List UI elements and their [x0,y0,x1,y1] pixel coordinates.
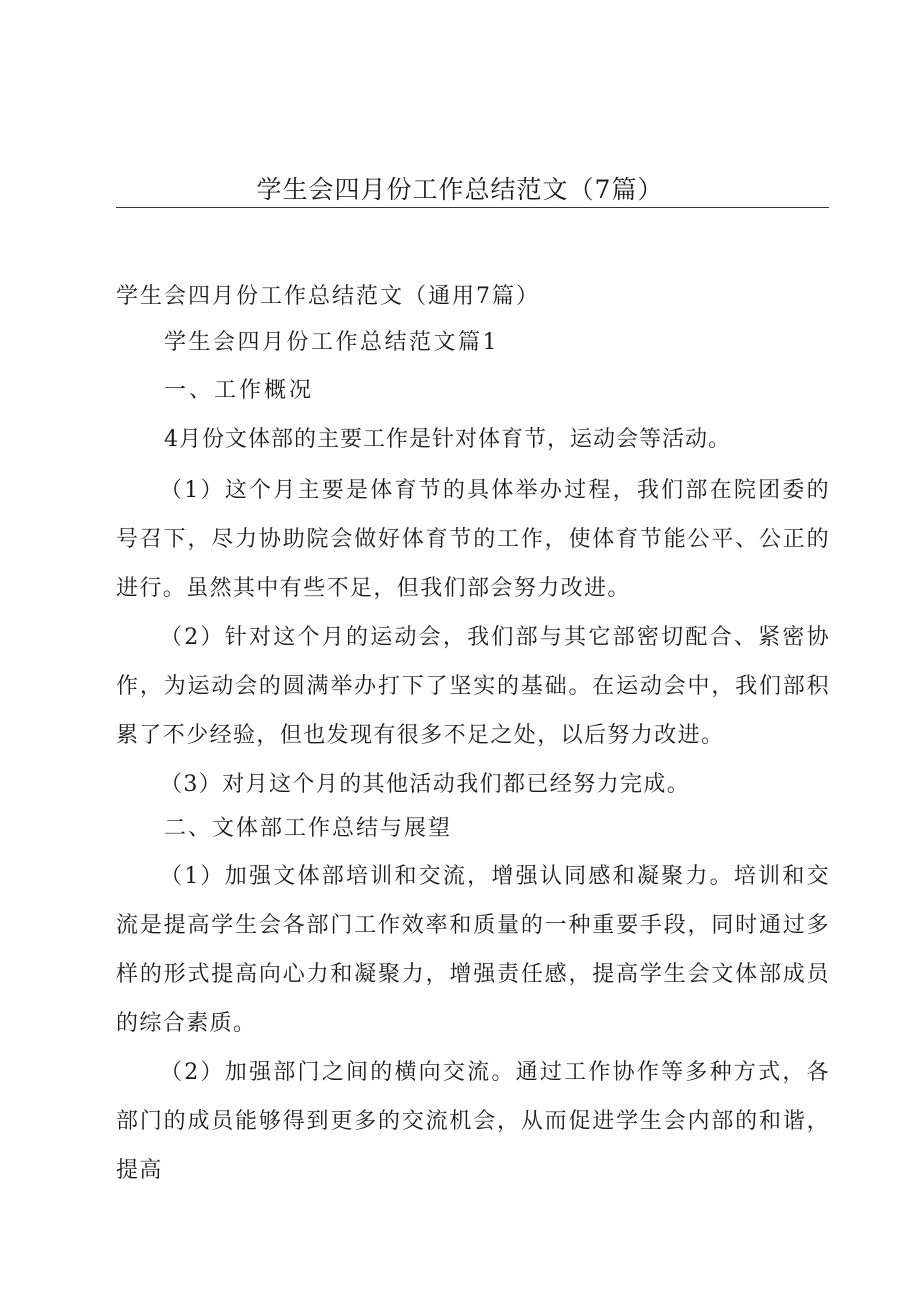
title-underline [116,207,829,208]
paragraph-summary-1: （1）加强文体部培训和交流，增强认同感和凝聚力。培训和交流是提高学生会各部门工作效率和质量的一种重要手段，同时通过多样的形式提高向心力和凝聚力，增强责任感，提高学生会文体部成员的综合素质。 [116,864,830,1036]
section-heading-overview: 一、工作概况 [164,378,315,403]
paragraph-item-2: （2）针对这个月的运动会，我们部与其它部密切配合、紧密协作，为运动会的圆满举办打下了坚实的基础。在运动会中，我们部积累了不少经验，但也发现有很多不足之处，以后努力改进。 [116,625,830,748]
paragraph-item-3: （3）对月这个月的其他活动我们都已经努力完成。 [160,772,691,797]
section-heading-summary: 二、文体部工作总结与展望 [164,816,453,841]
paragraph-summary-2: （2）加强部门之间的横向交流。通过工作协作等多种方式，各部门的成员能够得到更多的交流机会，从而促进学生会内部的和谐，提高 [116,1060,830,1183]
document-subtitle: 学生会四月份工作总结范文（通用7篇） [116,284,540,309]
article-heading: 学生会四月份工作总结范文篇1 [164,330,499,355]
section-intro-paragraph: 4月份文体部的主要工作是针对体育节，运动会等活动。 [164,427,731,452]
document-title: 学生会四月份工作总结范文（7篇） [256,175,664,204]
paragraph-item-1: （1）这个月主要是体育节的具体举办过程，我们部在院团委的号召下，尽力协助院会做好体育节的工作，使体育节能公平、公正的进行。虽然其中有些不足，但我们部会努力改进。 [116,478,830,601]
